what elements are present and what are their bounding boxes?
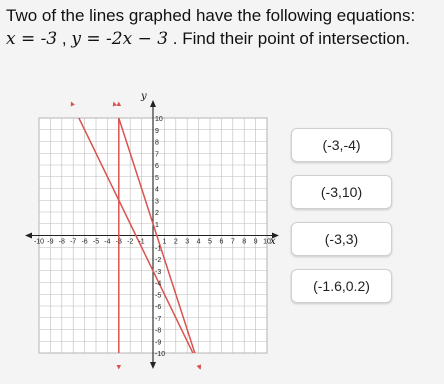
x-tick-label: 8 <box>242 238 247 246</box>
y-tick-label: 7 <box>155 151 159 159</box>
equation-1: x = -3 <box>6 29 58 49</box>
line-arrowhead <box>71 102 75 107</box>
x-tick-label: -1 <box>138 238 145 246</box>
answer-choice-2[interactable]: (-3,10) <box>291 175 392 209</box>
y-tick-label: -7 <box>155 315 162 323</box>
y-tick-label: 1 <box>155 221 159 229</box>
x-tick-label: 1 <box>162 238 167 246</box>
x-axis-arrow-left <box>25 233 32 239</box>
y-tick-label: 9 <box>155 127 159 135</box>
y-tick-label: 3 <box>155 198 159 206</box>
y-tick-label: -3 <box>155 268 162 276</box>
y-tick-label: -5 <box>155 292 162 300</box>
y-tick-label: -8 <box>155 327 162 335</box>
y-tick-label: 5 <box>155 174 159 182</box>
x-tick-label: 5 <box>208 238 212 246</box>
x-tick-label: -4 <box>104 238 111 246</box>
y-tick-label: 10 <box>155 116 163 123</box>
answer-choice-1[interactable]: (-3,-4) <box>291 128 392 162</box>
x-tick-label: -5 <box>92 238 100 246</box>
y-tick-label: -10 <box>155 351 166 358</box>
line-arrowhead <box>117 365 122 369</box>
x-tick-label: -10 <box>33 238 45 246</box>
coordinate-graph <box>0 90 290 375</box>
answer-choice-4[interactable]: (-1.6,0.2) <box>291 269 392 303</box>
y-tick-label: -4 <box>155 280 162 288</box>
line-arrowhead <box>113 102 117 107</box>
x-tick-label: 9 <box>253 238 258 246</box>
x-tick-label: -8 <box>58 238 65 246</box>
question-tail: . Find their point of intersection. <box>168 29 410 48</box>
x-tick-label: -3 <box>115 238 122 246</box>
y-tick-label: -9 <box>155 339 162 347</box>
question-text <box>6 4 440 51</box>
y-axis-label: y <box>141 91 147 102</box>
y-tick-label: 6 <box>155 163 159 170</box>
answer-choice-3[interactable]: (-3,3) <box>291 222 392 256</box>
x-tick-label: -9 <box>47 238 54 246</box>
x-tick-label: -2 <box>127 238 134 246</box>
line-arrowhead <box>117 102 122 106</box>
x-tick-label: 2 <box>173 238 178 246</box>
x-tick-label: -6 <box>81 238 88 246</box>
x-tick-label: 10 <box>263 238 271 246</box>
equation-separator: , <box>57 29 72 48</box>
x-tick-label: 4 <box>196 238 201 246</box>
y-axis-arrow-down <box>150 362 156 369</box>
y-tick-label: -1 <box>155 245 162 253</box>
y-axis-arrow-up <box>150 100 156 107</box>
x-tick-label: 3 <box>185 238 190 246</box>
x-tick-label: 7 <box>230 238 235 246</box>
y-tick-label: -6 <box>155 304 162 311</box>
x-tick-label: 6 <box>219 238 224 246</box>
y-tick-label: 8 <box>155 139 159 147</box>
y-tick-label: 2 <box>155 210 159 217</box>
x-tick-label: -7 <box>70 238 77 246</box>
y-tick-label: -2 <box>155 257 162 264</box>
equation-2: y = -2x − 3 <box>71 29 169 49</box>
question-line-1: Two of the lines graphed have the following equations: <box>6 6 416 25</box>
y-tick-label: 4 <box>155 186 159 194</box>
x-axis-label: x <box>270 236 276 247</box>
